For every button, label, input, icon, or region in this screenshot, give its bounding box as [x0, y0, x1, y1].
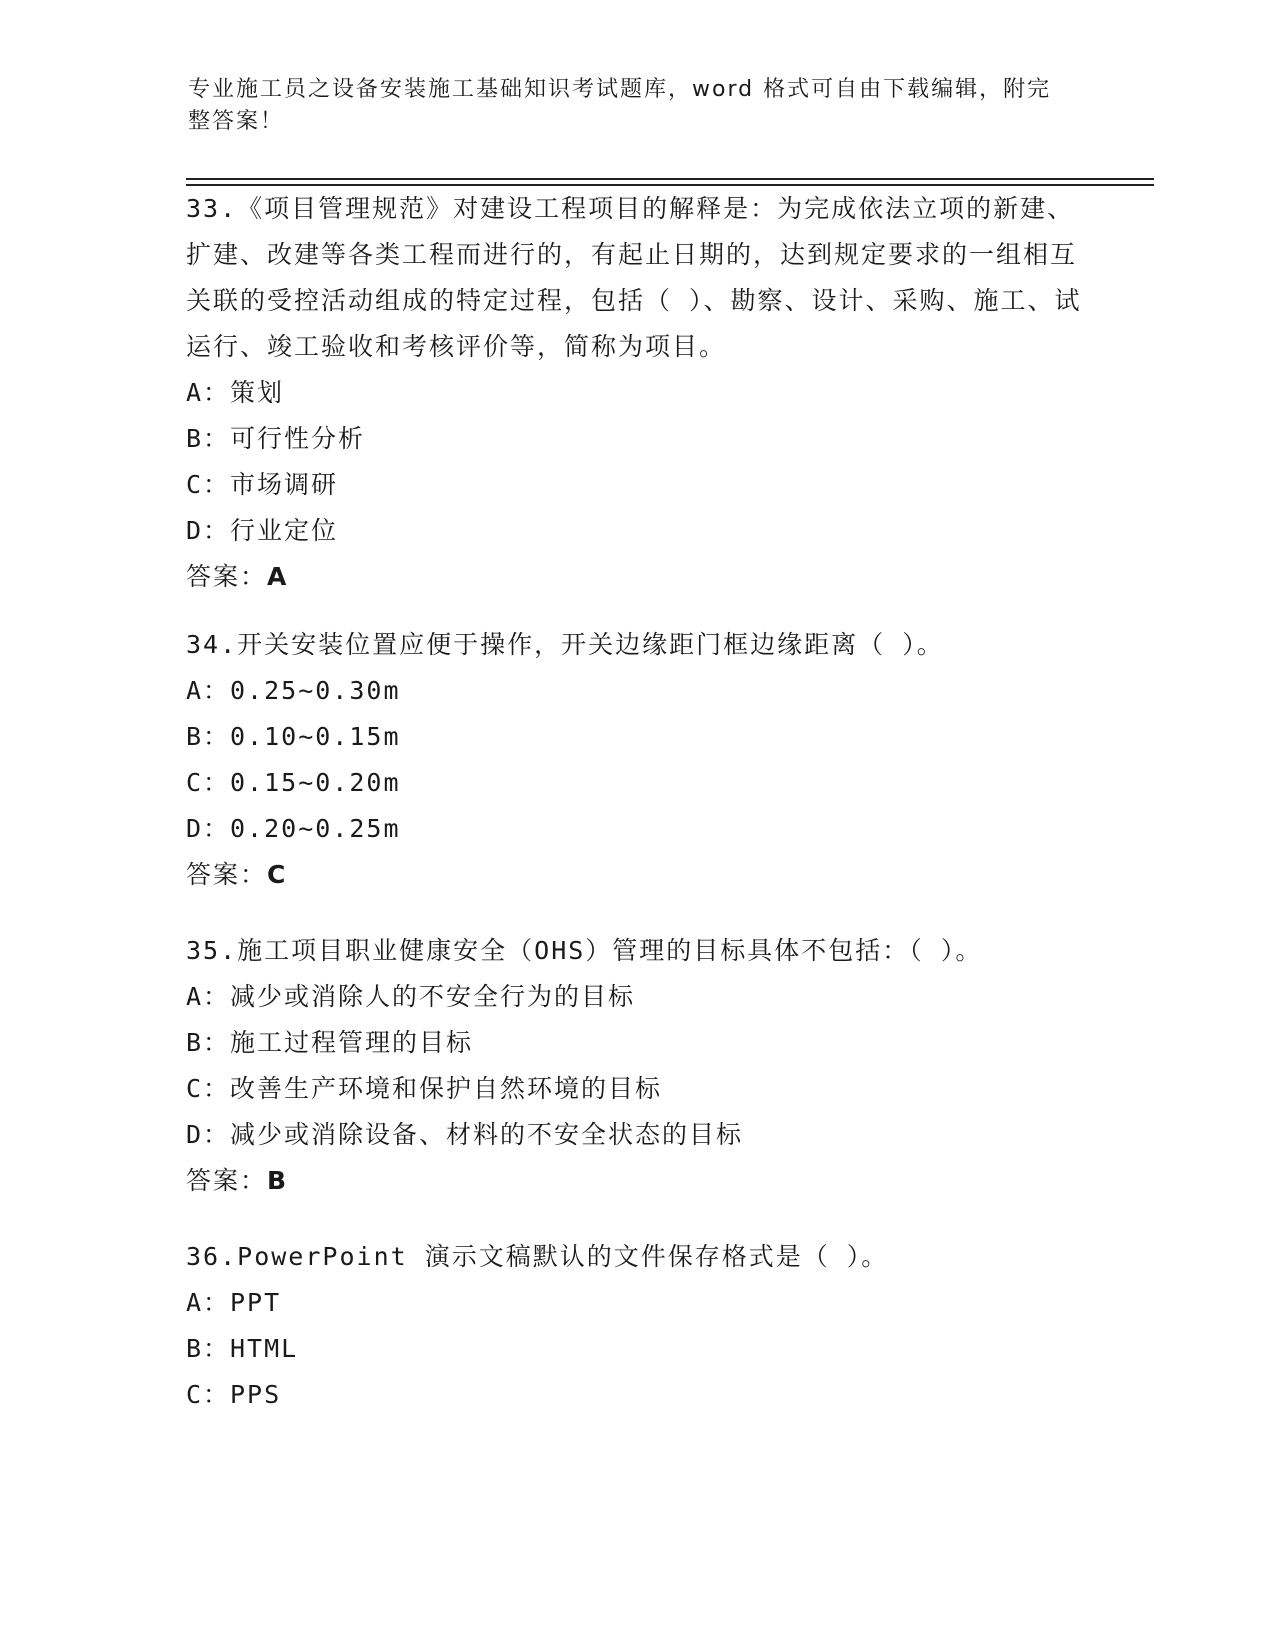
question-34	[186, 622, 1086, 898]
document-header: 专业施工员之设备安装施工基础知识考试题库，word 格式可自由下载编辑，附完整答案！	[188, 77, 1052, 134]
option-text: 0.25~0.30m	[230, 676, 401, 705]
option-text: 策划	[230, 378, 285, 407]
question-stem: 34.开关安装位置应便于操作，开关边缘距门框边缘距离（ ）。	[186, 630, 944, 659]
option-text: 改善生产环境和保护自然环境的目标	[230, 1074, 663, 1103]
option-key: B：	[186, 424, 231, 453]
answer-label: 答案：	[186, 562, 268, 591]
option-text: PPS	[230, 1380, 282, 1409]
option-key: C：	[186, 470, 231, 499]
option-text: 0.10~0.15m	[230, 722, 401, 751]
option-key: C：	[186, 768, 231, 797]
answer-line	[186, 554, 1086, 600]
answer-value: C	[267, 860, 288, 889]
option-text: 0.20~0.25m	[230, 814, 401, 843]
option-b	[186, 1020, 1086, 1066]
option-text: 可行性分析	[230, 424, 366, 453]
option-c	[186, 1372, 1086, 1418]
option-c	[186, 760, 1086, 806]
answer-line	[186, 852, 1086, 898]
answer-value: B	[267, 1166, 289, 1195]
option-a	[186, 974, 1086, 1020]
option-b	[186, 1326, 1086, 1372]
option-key: D：	[186, 814, 231, 843]
option-text: 减少或消除人的不安全行为的目标	[230, 982, 636, 1011]
option-a	[186, 1280, 1086, 1326]
option-d	[186, 508, 1086, 554]
option-key: A：	[186, 982, 231, 1011]
option-text: 市场调研	[230, 470, 339, 499]
option-text: 行业定位	[230, 516, 339, 545]
question-stem: 35.施工项目职业健康安全（OHS）管理的目标具体不包括：（ ）。	[186, 936, 983, 965]
option-a	[186, 370, 1086, 416]
option-key: D：	[186, 516, 231, 545]
option-key: A：	[186, 676, 231, 705]
question-stem: 36.PowerPoint 演示文稿默认的文件保存格式是（ ）。	[186, 1242, 889, 1271]
option-key: A：	[186, 1288, 231, 1317]
option-a	[186, 668, 1086, 714]
option-text: 减少或消除设备、材料的不安全状态的目标	[230, 1120, 744, 1149]
answer-label: 答案：	[186, 860, 268, 889]
option-b	[186, 714, 1086, 760]
option-text: 0.15~0.20m	[230, 768, 401, 797]
option-key: B：	[186, 1334, 231, 1363]
header-divider-top	[186, 178, 1154, 180]
question-33	[186, 186, 1086, 600]
option-c	[186, 462, 1086, 508]
question-36	[186, 1234, 1086, 1418]
option-text: PPT	[230, 1288, 282, 1317]
option-key: A：	[186, 378, 231, 407]
answer-value: A	[267, 562, 289, 591]
answer-line	[186, 1158, 1086, 1204]
option-d	[186, 1112, 1086, 1158]
option-text: 施工过程管理的目标	[230, 1028, 474, 1057]
option-key: C：	[186, 1380, 231, 1409]
option-key: C：	[186, 1074, 231, 1103]
option-key: B：	[186, 1028, 231, 1057]
option-d	[186, 806, 1086, 852]
option-b	[186, 416, 1086, 462]
option-key: B：	[186, 722, 231, 751]
answer-label: 答案：	[186, 1166, 268, 1195]
question-35	[186, 928, 1086, 1204]
option-key: D：	[186, 1120, 231, 1149]
option-text: HTML	[230, 1334, 299, 1363]
question-stem: 33.《项目管理规范》对建设工程项目的解释是：为完成依法立项的新建、扩建、改建等各类工程而进行的，有起止日期的，达到规定要求的一组相互关联的受控活动组成的特定过程，包括（ ）、勘察、设计、采购、施工、试运行、竣工验收和考核评价等，简称为项目。	[186, 194, 1082, 361]
option-c	[186, 1066, 1086, 1112]
